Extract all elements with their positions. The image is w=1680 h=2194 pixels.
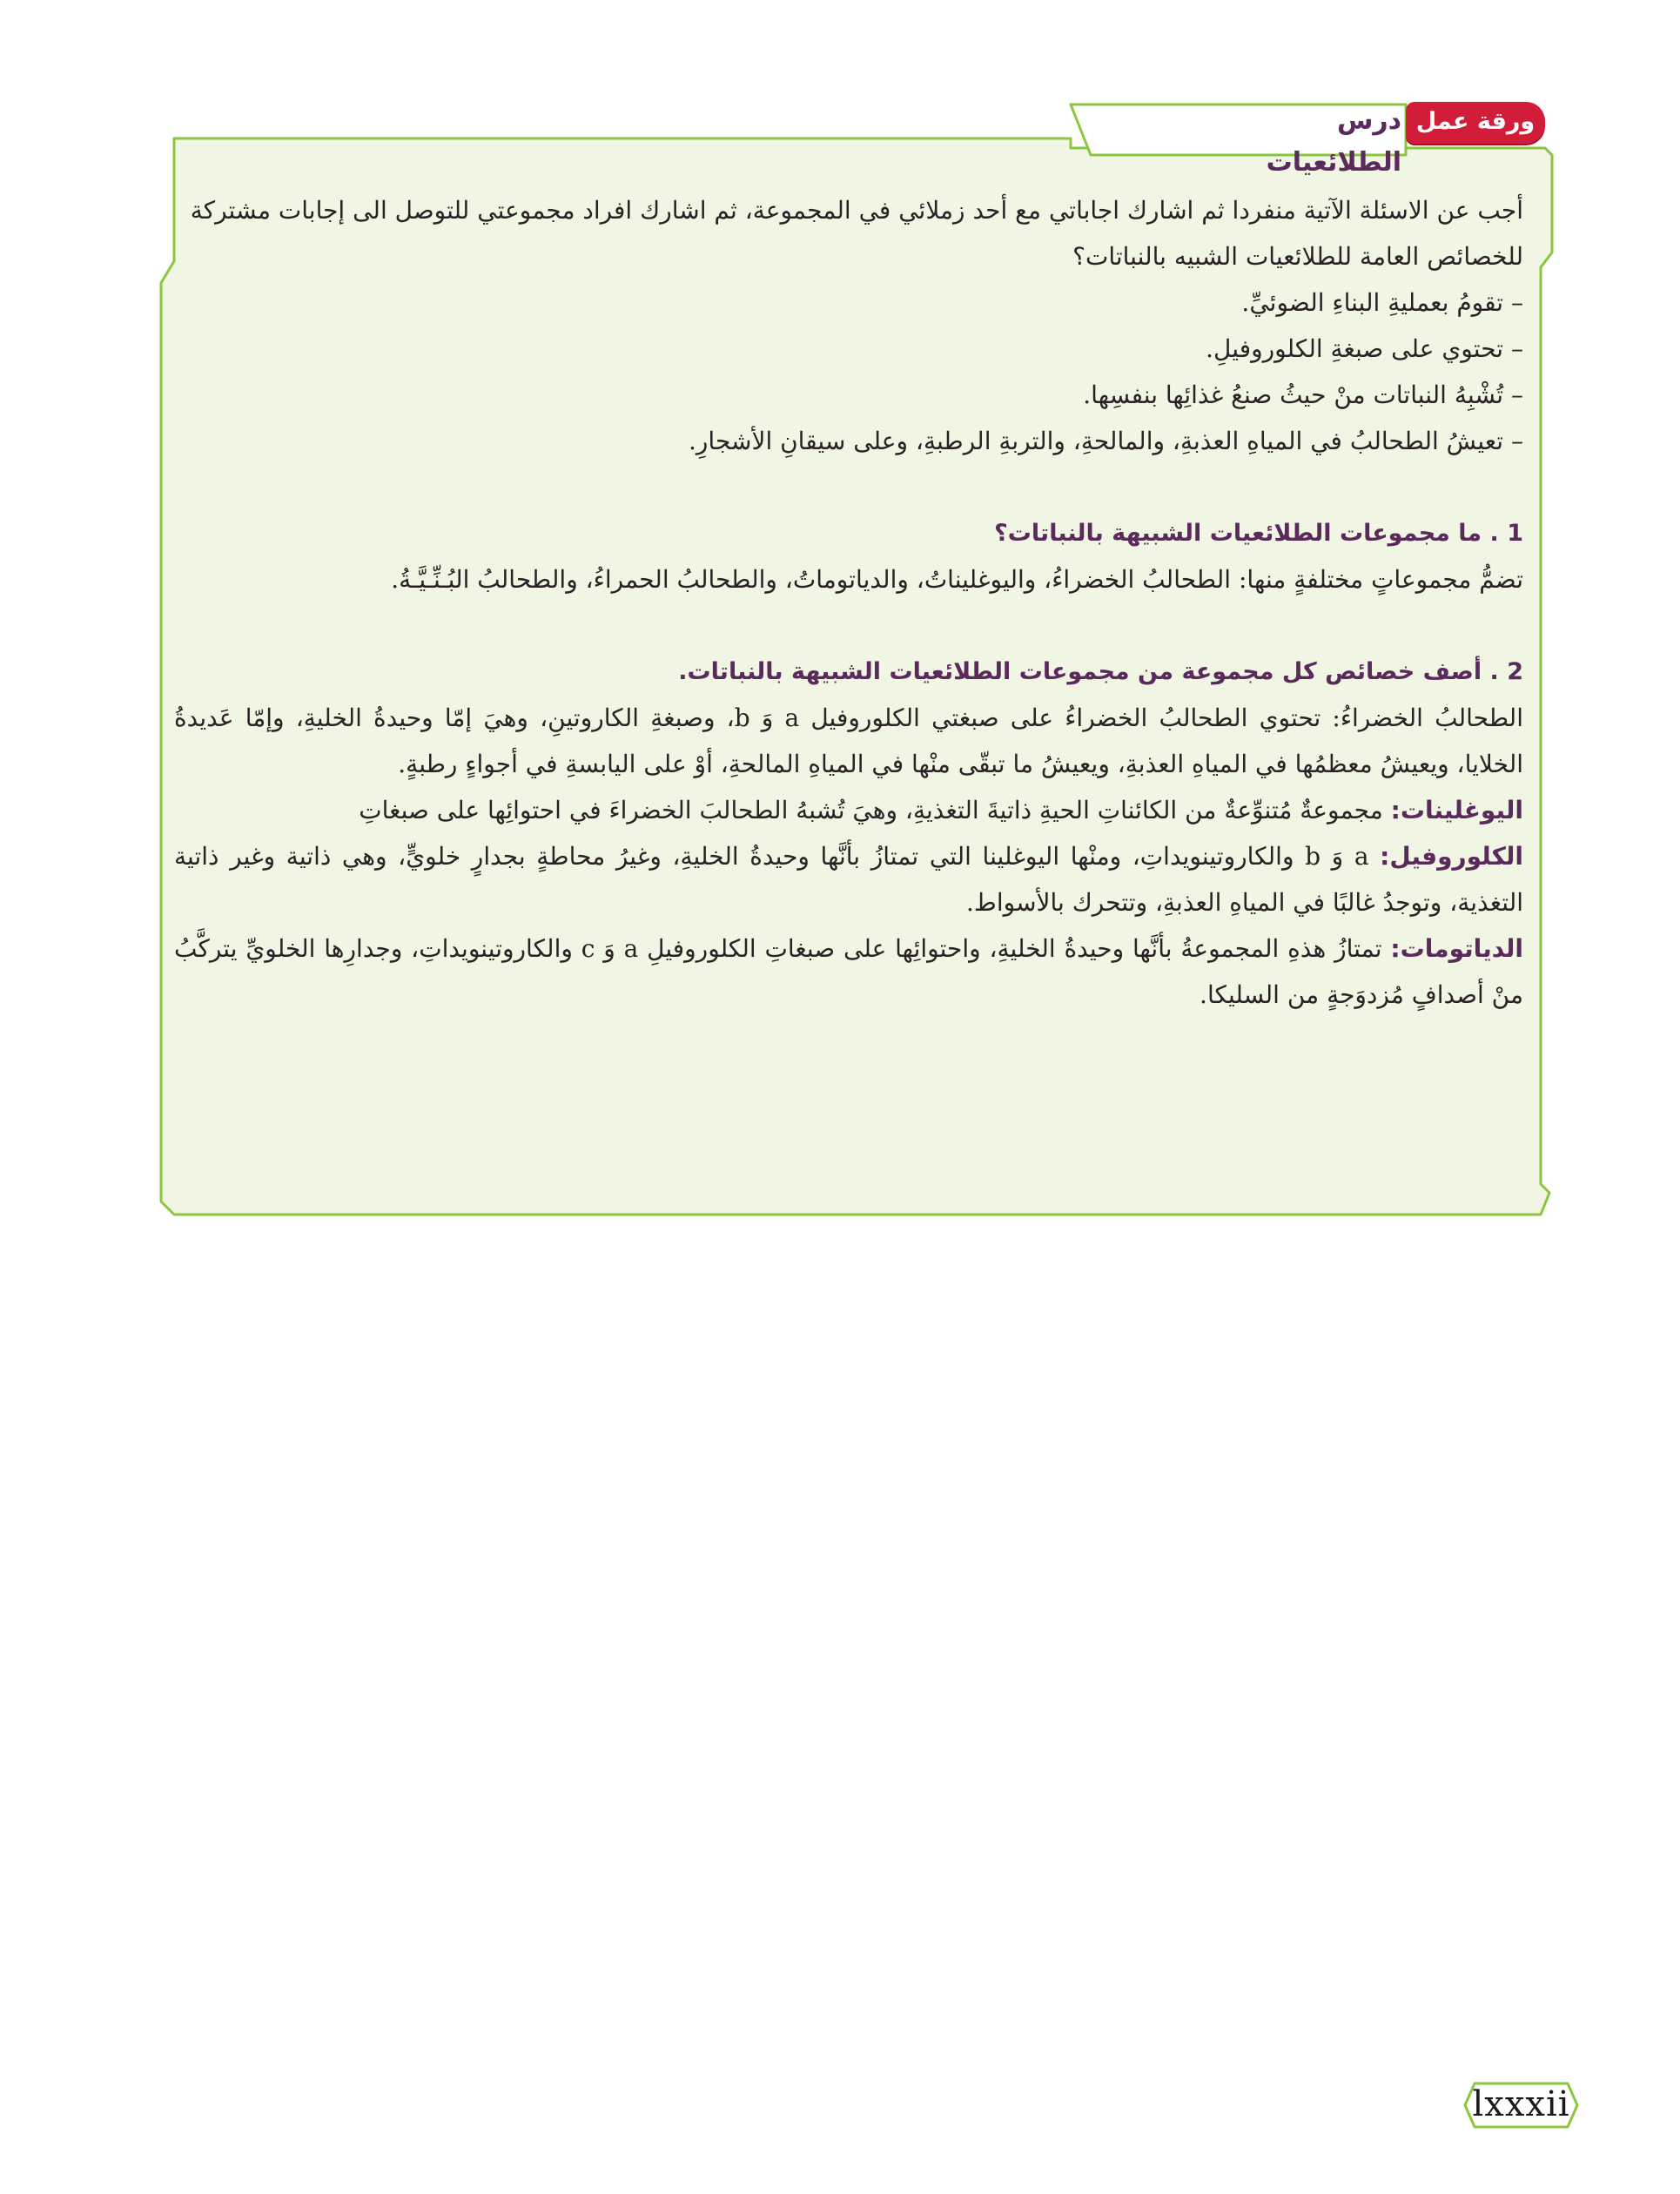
- worksheet-title: درس الطلائعيات: [1266, 105, 1401, 178]
- chlorophyll-paragraph: [174, 833, 1523, 925]
- question-1-answer: تضمُّ مجموعاتٍ مختلفةٍ منها: الطحالبُ الخضراءُ، واليوغليناتُ، والدياتوماتُ، والطحالبُ الحمراءُ، والطحالبُ البُـنِّـيَّـةُ.: [391, 565, 1523, 594]
- question-2-title: 2 . أصف خصائص كل مجموعة من مجموعات الطلائعيات الشبيهة بالنباتات.: [678, 658, 1523, 685]
- feature-item: – تحتوي على صبغةِ الكلوروفيلِ.: [1206, 334, 1523, 363]
- feature-item: – تُشْبِهُ النباتات منْ حيثُ صنعُ غذائِها بنفسِها.: [1083, 380, 1523, 409]
- worksheet-badge: ورقة عمل: [1406, 102, 1545, 144]
- chlorophyll-term: الكلوروفيل:: [1380, 842, 1523, 871]
- diatoms-term: الدياتومات:: [1390, 934, 1523, 963]
- worksheet-content: [174, 187, 1523, 1018]
- feature-item: – تقومُ بعمليةِ البناءِ الضوئيِّ.: [1241, 288, 1523, 317]
- green-algae-paragraph: الطحالبُ الخضراءُ: تحتوي الطحالبُ الخضراءُ على صبغتي الكلوروفيل a وَ b، وصبغةِ الكاروتينِ، وهيَ إمّا وحيدةُ الخليةِ، وإمّا عَديدةُ الخلايا، ويعيشُ معظمُها في المياهِ العذبةِ، ويعيشُ ما تبقّى منْها في المياهِ المالحةِ، أوْ على اليابسةِ في أجواءٍ رطبةٍ.: [174, 703, 1523, 778]
- euglena-paragraph: [174, 787, 1523, 833]
- diatoms-text: تمتازُ هذهِ المجموعةُ بأنَّها وحيدةُ الخليةِ، واحتوائِها على صبغاتِ الكلوروفيلِ a وَ c والكاروتينويداتِ، وجدارِها الخلويِّ يتركَّبُ منْ أصدافٍ مُزدوَجةٍ من السليكا.: [174, 934, 1523, 1009]
- page-number-badge: [1462, 2081, 1580, 2130]
- page-number: lxxxii: [1472, 2084, 1570, 2124]
- worksheet-panel: [152, 100, 1576, 1219]
- chlorophyll-text: a وَ b والكاروتينويداتِ، ومنْها اليوغلينا التي تمتازُ بأنَّها وحيدةُ الخليةِ، وغيرُ محاطةٍ بجدارٍ خلويٍّ، وهي ذاتية وغير ذاتية التغذية، وتوجدُ غالبًا في المياهِ العذبةِ، وتتحرك بالأسواط.: [174, 842, 1523, 917]
- features-list: [174, 279, 1523, 464]
- intro-line-1: أجب عن الاسئلة الآتية منفردا ثم اشارك اجاباتي مع أحد زملائي في المجموعة، ثم اشارك افراد مجموعتي للتوصل الى إجابات مشتركة: [190, 196, 1523, 225]
- question-1-title: 1 . ما مجموعات الطلائعيات الشبيهة بالنباتات؟: [994, 520, 1523, 547]
- euglena-text: مجموعةٌ مُتنوِّعةٌ من الكائناتِ الحيةِ ذاتيةَ التغذيةِ، وهيَ تُشبهُ الطحالبَ الخضراءَ في احتوائِها على صبغاتِ: [359, 796, 1391, 824]
- euglena-term: اليوغلينات:: [1390, 796, 1523, 824]
- feature-item: – تعيشُ الطحالبُ في المياهِ العذبةِ، والمالحةِ، والتربةِ الرطبةِ، وعلى سيقانِ الأشجارِ.: [688, 427, 1523, 455]
- diatoms-paragraph: [174, 925, 1523, 1018]
- intro-line-2: للخصائص العامة للطلائعيات الشبيه بالنباتات؟: [1072, 242, 1523, 271]
